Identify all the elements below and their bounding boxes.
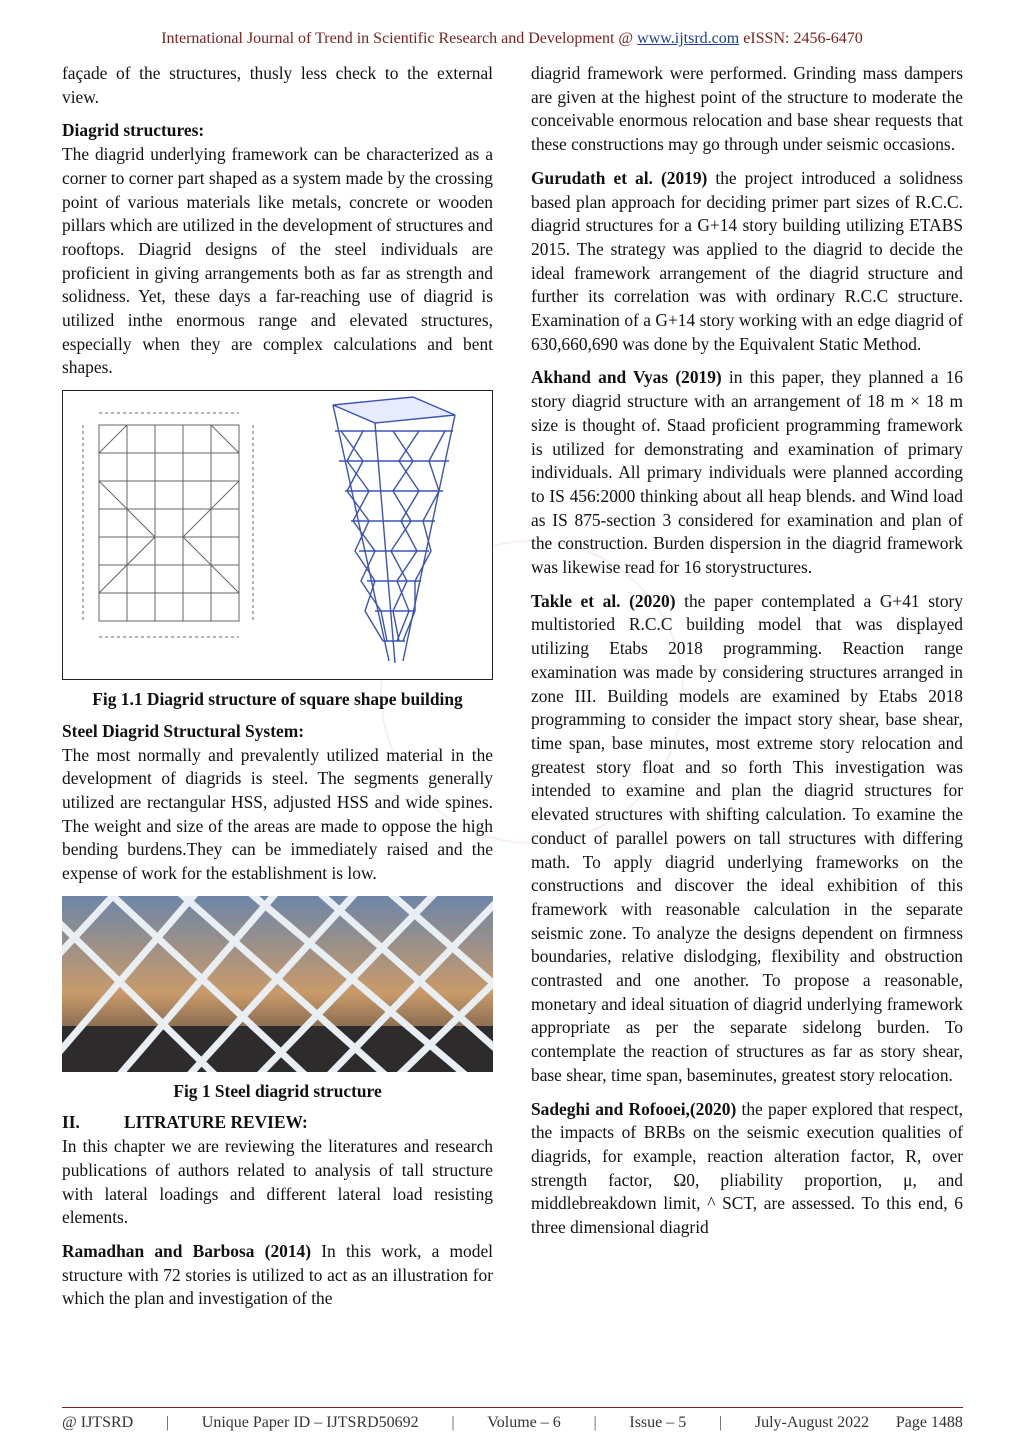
footer-org: @ IJTSRD [62,1414,134,1431]
takle-text: the paper contemplated a G+41 story multistoried R.C.C building model that was displayed utilizing Etabs 2018 programming. Reaction range examination was made by considering structures arranged in zone III. Building models are examined by Etabs 2018 programming to consider the impact story shear, base shear, time span, base minutes, most extreme story relocation and greatest story float and so forth This investigation was intended to examine and plan the diagrid structures for elevated structures with shifting calculation. To examine the conduct of parallel powers on tall structures with differing math. To apply diagrid underlying frameworks on the constructions and discover the ideal exhibition of this framework with reasonable calculation in the separate seismic zone. To analyze the designs dependent on firmness boundaries, relative dislodging, flexibility and obstruction contrasted and one another. To propose a reasonable, monetary and ideal situation of diagrid underlying framework appropriate as per the separate sidelong burden. To contemplate the reaction of structures as far as story shear, base shear, time span, baseminutes, greatest story relocation. [531,590,963,1085]
ramadhan-paragraph [62,1240,493,1311]
steel-diagrid-heading: Steel Diagrid Structural System: [62,720,304,741]
takle-author: Takle et al. (2020) [531,590,676,611]
footer-separator: | [165,1414,170,1431]
figure-diagrid-square [62,390,493,680]
akhand-paragraph [531,366,963,579]
page-footer [62,1407,963,1432]
journal-header [0,30,1024,48]
gurudath-text: the project introduced a solidness based plan approach for deciding primer part sizes of R.C.C. diagrid structures for a G+14 story building utilizing ETABS 2015. The strategy was applied to the diagrid to decide the ideal framework arrangement of the diagrid structure and further its correlation was with ordinary R.C.C structure. Examination of a G+14 story working with an edge diagrid of 630,660,690 was done by the Equivalent Static Method. [531,167,963,354]
sadeghi-paragraph [531,1098,963,1240]
footer-separator: | [718,1414,723,1431]
akhand-author: Akhand and Vyas (2019) [531,367,722,388]
akhand-text: in this paper, they planned a 16 story diagrid structure with an arrangement of 18 m × 18 m size is thought of. Staad proficient programming framework is utilized for demonstrating and examination of primary individuals. All primary individuals were planned according to IS 456:2000 thinking about all heap blends. and Wind load as IS 875-section 3 considered for examination and plan of the construction. Burden dispersion in the diagrid framework was likewise read for 16 storystructures. [531,367,963,578]
sadeghi-text: the paper explored that respect, the impacts of BRBs on the seismic execution qualities of diagrids, for example, reaction alteration factor, R, over strength factor, Ω0, pliability proportion, μ, and middlebreakdown limit, ^ SCT, are assessed. To this end, 6 three dimensional diagrid [531,1098,963,1238]
section-title: LITRATURE REVIEW: [124,1112,308,1133]
diagrid-paragraph: The diagrid underlying framework can be characterized as a corner to corner part shaped as a system made by the crossing point of various materials like metals, concrete or wooden pillars which are utilized in the development of structures and rooftops. Diagrid designs of the steel individuals are proficient in giving arrangements both as far as strength and solidness. Yet, these days a far-reaching use of diagrid is utilized inthe enormous range and elevated structures, especially when they are complex calculations and bent shapes. [62,144,493,378]
footer-paper-id: Unique Paper ID – IJTSRD50692 [201,1414,419,1431]
header-prefix: International Journal of Trend in Scientific Research and Development @ [161,30,638,47]
steel-diagrid-image [62,896,493,1072]
right-column [531,62,963,1250]
section-number: II. [62,1112,80,1133]
diagrid-heading: Diagrid structures: [62,120,205,141]
footer-separator: | [451,1414,455,1431]
footer-issue: Issue – 5 [629,1414,687,1431]
figure-steel-diagrid-photo [62,896,493,1072]
review-intro-paragraph: In this chapter we are reviewing the literatures and research publications of authors related to analysis of tall structure with lateral loadings and different lateral load resisting elements. [62,1136,493,1228]
takle-paragraph [531,590,963,1088]
diagrid-drawing [63,391,492,679]
left-column [62,62,493,1321]
footer-date: July-August 2022 [754,1414,870,1431]
steel-diagrid-paragraph: The most normally and prevalently utilized material in the development of diagrids is steel. The segments generally utilized are rectangular HSS, adjusted HSS and wide spines. The weight and size of the areas are made to oppose the high bending burdens.They can be immediately raised and the expense of work for the establishment is low. [62,744,493,884]
footer-separator: | [593,1414,597,1431]
gurudath-author: Gurudath et al. (2019) [531,167,708,188]
figure-1-1-caption: Fig 1.1 Diagrid structure of square shape building [92,689,463,710]
section-heading [62,1111,493,1135]
journal-link[interactable]: www.ijtsrd.com [637,30,740,47]
ramadhan-text: In this work, a model structure with 72 stories is utilized to act as an illustration for which the plan and investigation of the [62,1240,493,1309]
continued-paragraph: diagrid framework were performed. Grinding mass dampers are given at the highest point of the structure to moderate the conceivable enormous relocation and base shear requests that these constructions may go through under seismic occasions. [531,63,963,155]
sadeghi-author: Sadeghi and Rofooei,(2020) [531,1098,737,1119]
footer-page: Page 1488 [895,1414,963,1431]
header-suffix: eISSN: 2456-6470 [739,30,863,47]
gurudath-paragraph [531,167,963,357]
intro-paragraph: façade of the structures, thusly less check to the external view. [62,63,493,107]
figure-1-caption: Fig 1 Steel diagrid structure [173,1080,382,1101]
footer-volume: Volume – 6 [487,1414,561,1431]
ramadhan-author: Ramadhan and Barbosa (2014) [62,1240,312,1261]
